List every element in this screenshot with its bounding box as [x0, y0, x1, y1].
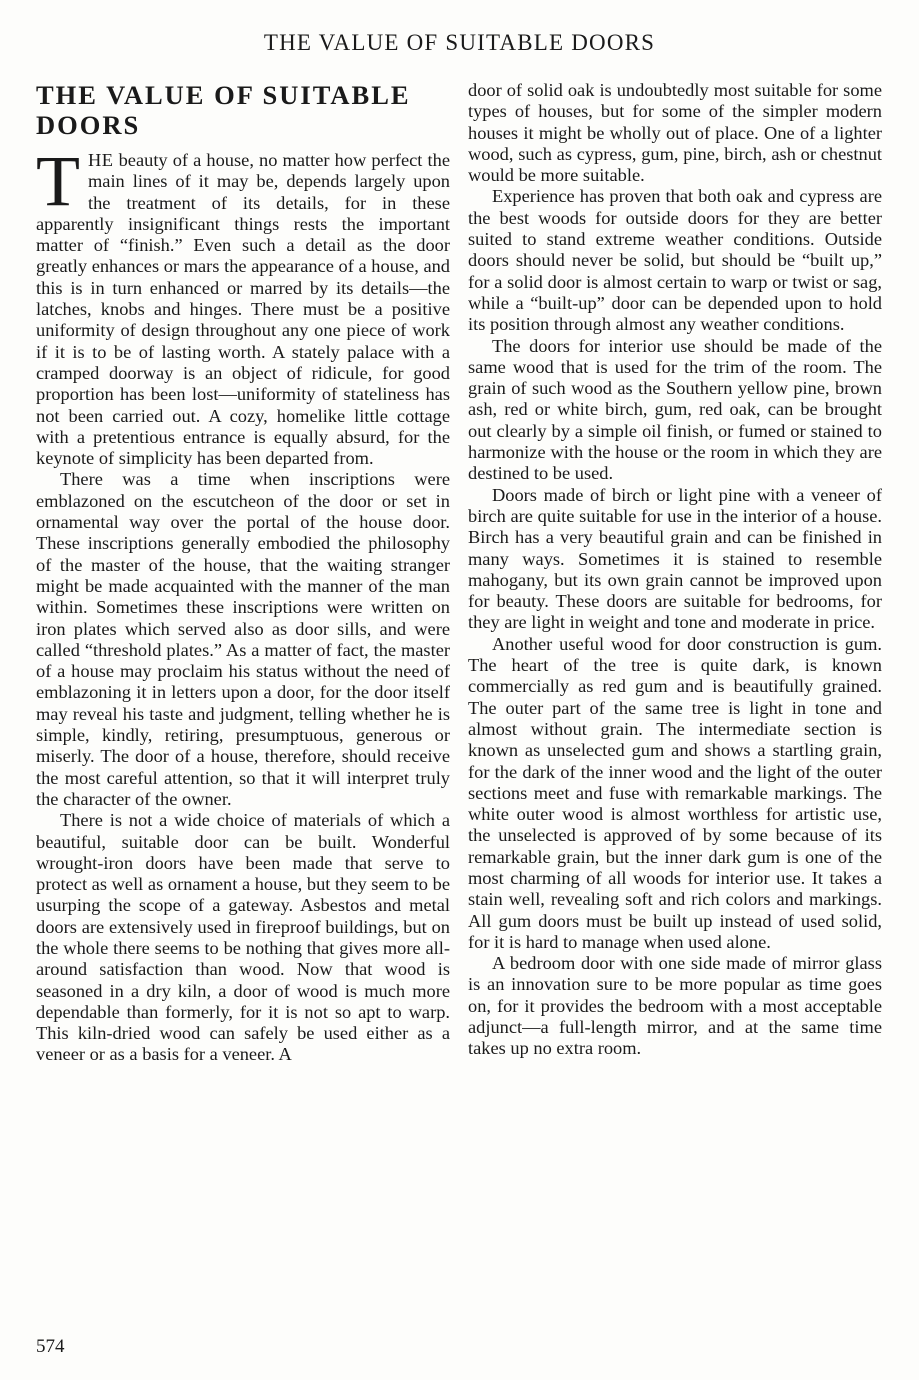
paragraph-inscriptions: There was a time when inscriptions were emblazoned on the escutcheon of the door or set in ornamental way over the portal of the house door. These inscriptions generally embodied the philosophy of the master of the house, that the waiting stranger might be made acquainted with the manner of the man within. Sometimes these inscriptions were written on iron plates which served also as door sills, and were called “threshold plates.” As a matter of fact, the master of a house may proclaim his status without the need of emblazoning it in letters upon a door, for the door itself may reveal his taste and judgment, telling whether he is simple, kindly, retiring, presumptuous, generous or miserly. The door of a house, therefore, should receive the most careful attention, so that it will interpret truly the character of the owner. — [36, 469, 450, 809]
paragraph-gum-wood: Another useful wood for door construction is gum. The heart of the tree is quite dark, is known commercially as red gum and is beautifully grained. The outer part of the same tree is light in tone and almost without grain. The intermediate section is known as unselected gum and shows a startling grain, for the dark of the inner wood and the light of the outer sections meet and fuse with remarkable markings. The white outer wood is almost worthless for artistic use, the unselected is approved of by some because of its remarkable grain, but the inner dark gum is one of the most charming of all woods for interior use. It takes a stain well, revealing soft and rich colors and markings. All gum doors must be built up instead of used solid, for it is hard to manage when used alone. — [468, 633, 882, 952]
paragraph-intro — [36, 141, 450, 469]
page-number: 574 — [36, 1336, 65, 1357]
paragraph-materials-continued: door of solid oak is undoubtedly most suitable for some types of houses, but for some of the simpler modern houses it might be wholly out of place. One of a lighter wood, such as cypress, gum, pine, birch, ash or chestnut would be more suitable. — [468, 80, 882, 186]
paragraph-outside-doors: Experience has proven that both oak and cypress are the best woods for outside doors for they are better suited to stand extreme weather conditions. Outside doors should never be solid, but should be “built up,” for a solid door is almost certain to warp or twist or sag, while a “built-up” door can be depended upon to hold its position through almost any weather conditions. — [468, 186, 882, 335]
drop-cap: T — [36, 141, 80, 221]
paragraph-interior-doors: The doors for interior use should be made of the same wood that is used for the trim of the room. The grain of such wood as the Southern yellow pine, brown ash, red or white birch, gum, red oak, can be brought out clearly by a simple oil finish, or fumed or stained to harmonize with the house or the room in which they are destined to be used. — [468, 335, 882, 484]
article-title: THE VALUE OF SUITABLE DOORS — [36, 80, 411, 140]
drop-cap-rest: HE — [87, 150, 114, 170]
right-column — [468, 80, 882, 1060]
left-column — [36, 80, 450, 1066]
paragraph-mirror-door: A bedroom door with one side made of mirror glass is an innovation sure to be more popular as time goes on, for it provides the bedroom with a most acceptable adjunct—a full-length mirror, and at the same time takes up no extra room. — [468, 953, 882, 1059]
paragraph-intro-text: beauty of a house, no matter how perfect the main lines of it may be, depends largely upon the treatment of its details, for in these apparently insignificant things rests the important matter of “finish.” Even such a detail as the door greatly enhances or mars the appearance of a house, and this is in turn enhanced or marred by its details—the latches, knobs and hinges. There must be a positive uniformity of design throughout any one piece of work if it is to be of lasting worth. A stately palace with a cramped doorway is an object of ridicule, for good proportion has been lost—uniformity of stateliness has not been carried out. A cozy, homelike little cottage with a pretentious entrance is equally absurd, for the keynote of simplicity has been departed from. — [36, 150, 450, 469]
paragraph-birch-doors: Doors made of birch or light pine with a veneer of birch are quite suitable for use in the interior of a house. Birch has a very beautiful grain and can be finished in many ways. Sometimes it is stained to resemble mahogany, but its own grain cannot be improved upon for beauty. These doors are suitable for bedrooms, for they are light in weight and tone and moderate in price. — [468, 484, 882, 633]
paragraph-materials: There is not a wide choice of materials of which a beautiful, suitable door can be built. Wonderful wrought-iron doors have been made that serve to protect as well as ornament a house, but they seem to be usurping the scope of a gateway. Asbestos and metal doors are extensively used in fireproof buildings, but on the whole there seems to be nothing that gives more all-around satisfaction than wood. Now that wood is seasoned in a dry kiln, a door of wood is much more dependable than formerly, for it is not so apt to warp. This kiln-dried wood can safely be used either as a veneer or as a basis for a veneer. A — [36, 810, 450, 1065]
running-head: THE VALUE OF SUITABLE DOORS — [263, 30, 656, 55]
